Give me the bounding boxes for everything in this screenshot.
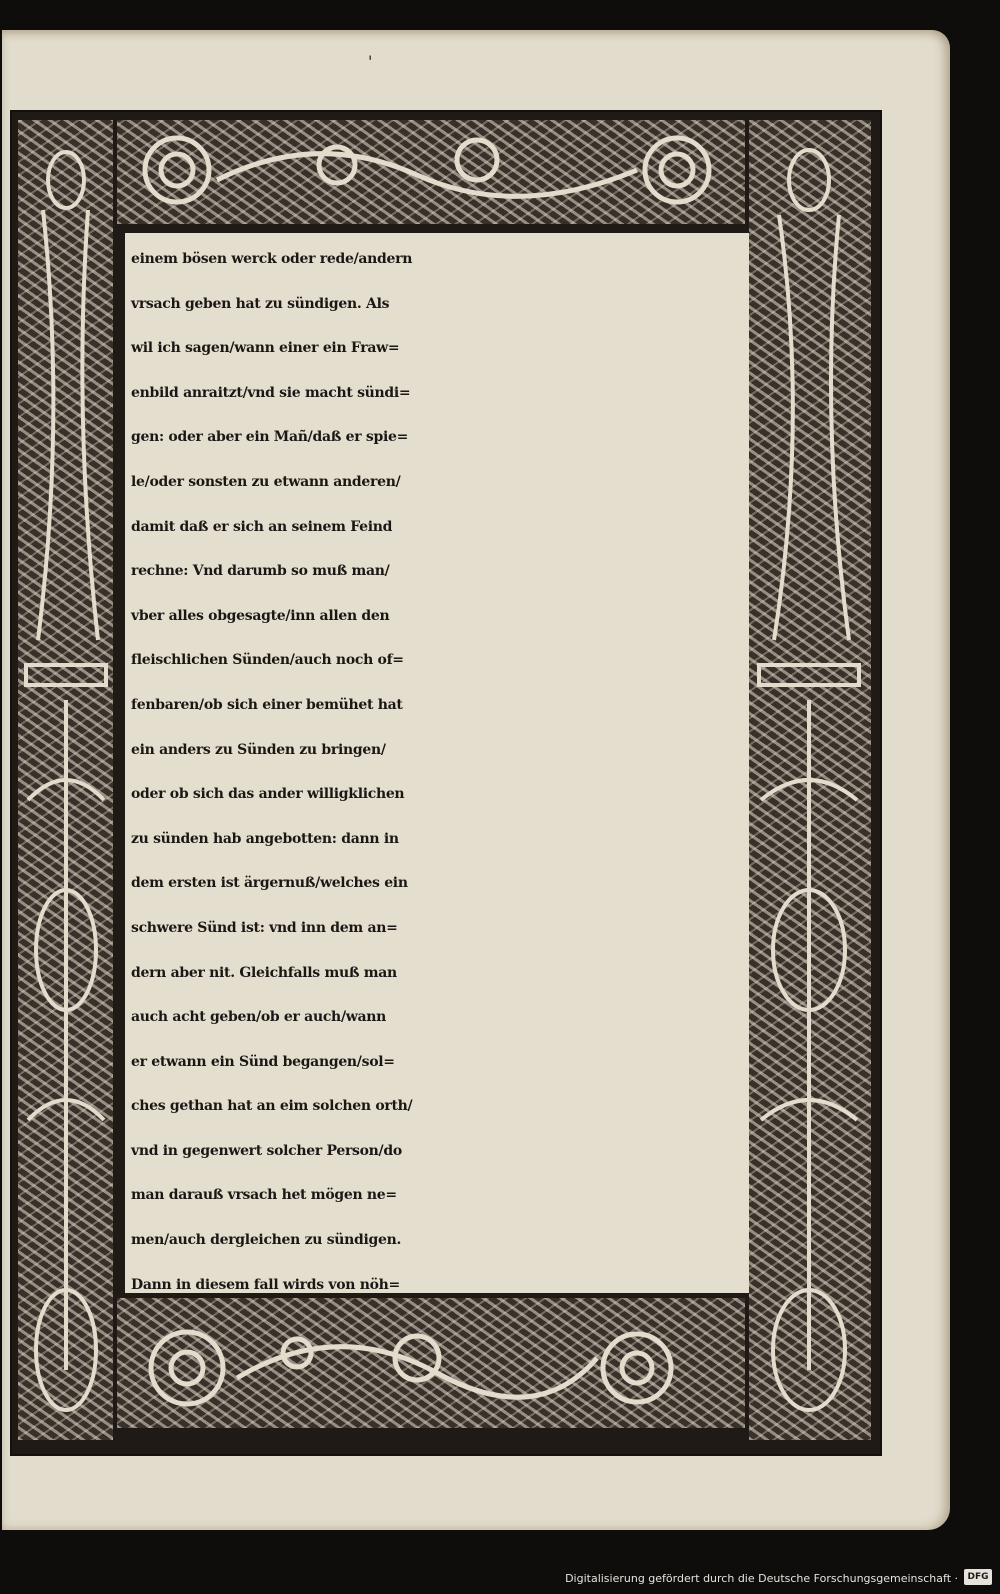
- text-line: oder ob sich das ander willigklichen: [131, 786, 405, 803]
- text-line: man darauß vrsach het mögen ne=: [131, 1187, 397, 1204]
- text-line: vrsach geben hat zu sündigen. Als: [131, 295, 390, 312]
- left-figure-column: [18, 120, 113, 1440]
- text-line: er etwann ein Sünd begangen/sol=: [131, 1053, 395, 1070]
- book-page: [2, 30, 950, 1530]
- text-line: rechne: Vnd darumb so muß man/: [131, 563, 390, 580]
- right-figure-column: [749, 120, 871, 1440]
- text-line: einem bösen werck oder rede/andern: [131, 251, 413, 267]
- text-line: fenbaren/ob sich einer bemühet hat: [131, 696, 403, 713]
- text-line: gen: oder aber ein Mañ/daß er spie=: [131, 429, 409, 446]
- text-line: dern aber nit. Gleichfalls muß man: [131, 964, 397, 981]
- text-line: damit daß er sich an seinem Feind: [131, 518, 393, 535]
- text-line: auch acht geben/ob er auch/wann: [131, 1009, 387, 1026]
- text-line: vber alles obgesagte/inn allen den: [131, 607, 390, 624]
- dfg-logo: DFG: [964, 1569, 992, 1585]
- text-line: men/auch dergleichen zu sündigen.: [131, 1232, 402, 1249]
- top-ornament: [117, 120, 745, 224]
- text-line: dem ersten ist ärgernuß/welches ein: [131, 875, 408, 892]
- bottom-ornament: [117, 1298, 745, 1428]
- text-line: Dann in diesem fall wirds von nöh=: [131, 1276, 400, 1293]
- text-line: fleischlichen Sünden/auch noch of=: [131, 652, 404, 669]
- text-line: wil ich sagen/wann einer ein Fraw=: [131, 340, 400, 357]
- text-line: ein anders zu Sünden zu bringen/: [131, 741, 386, 758]
- text-line: enbild anraitzt/vnd sie macht sündi=: [131, 384, 411, 401]
- text-lines: [131, 237, 743, 1307]
- text-line: zu sünden hab angebotten: dann in: [131, 830, 399, 847]
- text-line: le/oder sonsten zu etwann anderen/: [131, 473, 401, 490]
- digitization-footer: [0, 1560, 1000, 1594]
- footer-credit: Digitalisierung gefördert durch die Deutsche Forschungsgemeinschaft ·: [565, 1572, 958, 1585]
- top-mark: ': [368, 52, 373, 71]
- text-block: [125, 233, 749, 1293]
- text-line: vnd in gegenwert solcher Person/do: [131, 1142, 402, 1159]
- text-line: ches gethan hat an eim solchen orth/: [131, 1098, 413, 1115]
- text-line: schwere Sünd ist: vnd inn dem an=: [131, 919, 398, 936]
